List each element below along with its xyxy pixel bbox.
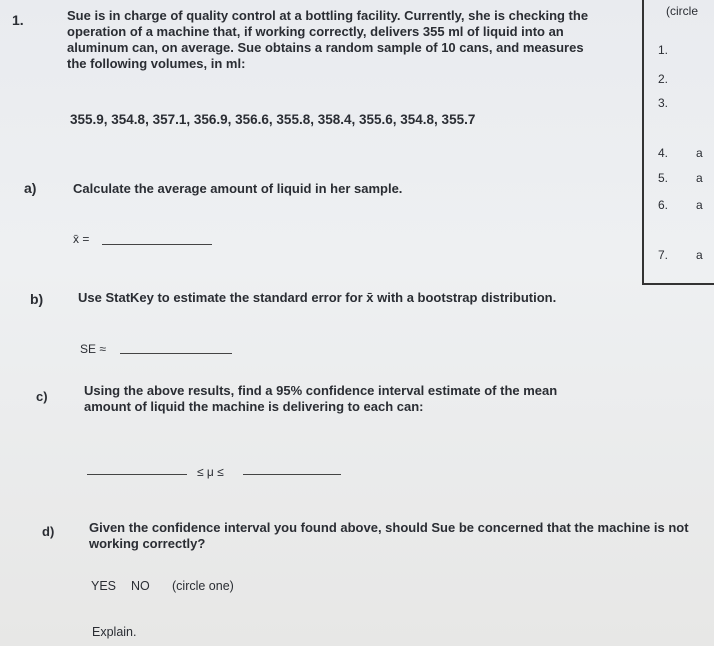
part-c-label: c) — [36, 389, 48, 404]
question-number: 1. — [12, 12, 24, 28]
side-answer-panel — [642, 0, 714, 285]
part-c-prompt-line-1: Using the above results, find a 95% confidence interval estimate of the mean — [84, 383, 558, 398]
side-item-7-number: 7. — [658, 248, 669, 262]
yes-option[interactable]: YES — [91, 579, 117, 593]
side-item-4-number: 4. — [658, 146, 669, 160]
question-stem-line-4: the following volumes, in ml: — [67, 56, 246, 71]
side-item-5-text: a — [696, 171, 703, 185]
part-a-answer-blank[interactable] — [102, 244, 212, 245]
explain-label: Explain. — [92, 625, 137, 639]
part-b-label: b) — [30, 291, 44, 307]
side-item-6-number: 6. — [658, 198, 669, 212]
part-a-answer-label: x̄ = — [73, 232, 90, 246]
question-stem-line-1: Sue is in charge of quality control at a bottling facility. Currently, she is checking the — [67, 8, 589, 23]
part-c-upper-bound-blank[interactable] — [243, 474, 341, 475]
part-c-interval-symbol: ≤ μ ≤ — [197, 465, 224, 479]
side-panel-header: (circle — [666, 4, 698, 18]
circle-one-hint: (circle one) — [172, 579, 234, 593]
part-b-answer-label: SE ≈ — [80, 342, 106, 356]
part-a-label: a) — [24, 180, 37, 196]
side-item-3-number: 3. — [658, 96, 669, 110]
side-item-1-number: 1. — [658, 43, 669, 57]
side-item-2-number: 2. — [658, 72, 669, 86]
part-b-answer-blank[interactable] — [120, 353, 232, 354]
part-d-prompt-line-1: Given the confidence interval you found above, should Sue be concerned that the machine is not — [89, 520, 689, 535]
side-item-5-number: 5. — [658, 171, 669, 185]
question-stem-line-3: aluminum can, on average. Sue obtains a random sample of 10 cans, and measures — [67, 40, 584, 55]
side-item-6-text: a — [696, 198, 703, 212]
side-item-4-text: a — [696, 146, 703, 160]
part-a-prompt: Calculate the average amount of liquid in her sample. — [73, 181, 403, 196]
part-c-lower-bound-blank[interactable] — [87, 474, 187, 475]
no-option[interactable]: NO — [131, 579, 150, 593]
data-values: 355.9, 354.8, 357.1, 356.9, 356.6, 355.8, 358.4, 355.6, 354.8, 355.7 — [70, 112, 476, 127]
question-stem-line-2: operation of a machine that, if working correctly, delivers 355 ml of liquid into an — [67, 24, 564, 39]
part-b-prompt: Use StatKey to estimate the standard error for x̄ with a bootstrap distribution. — [78, 290, 557, 305]
part-c-prompt-line-2: amount of liquid the machine is delivering to each can: — [84, 399, 424, 414]
part-d-prompt-line-2: working correctly? — [89, 536, 206, 551]
side-item-7-text: a — [696, 248, 703, 262]
part-d-label: d) — [42, 524, 55, 539]
